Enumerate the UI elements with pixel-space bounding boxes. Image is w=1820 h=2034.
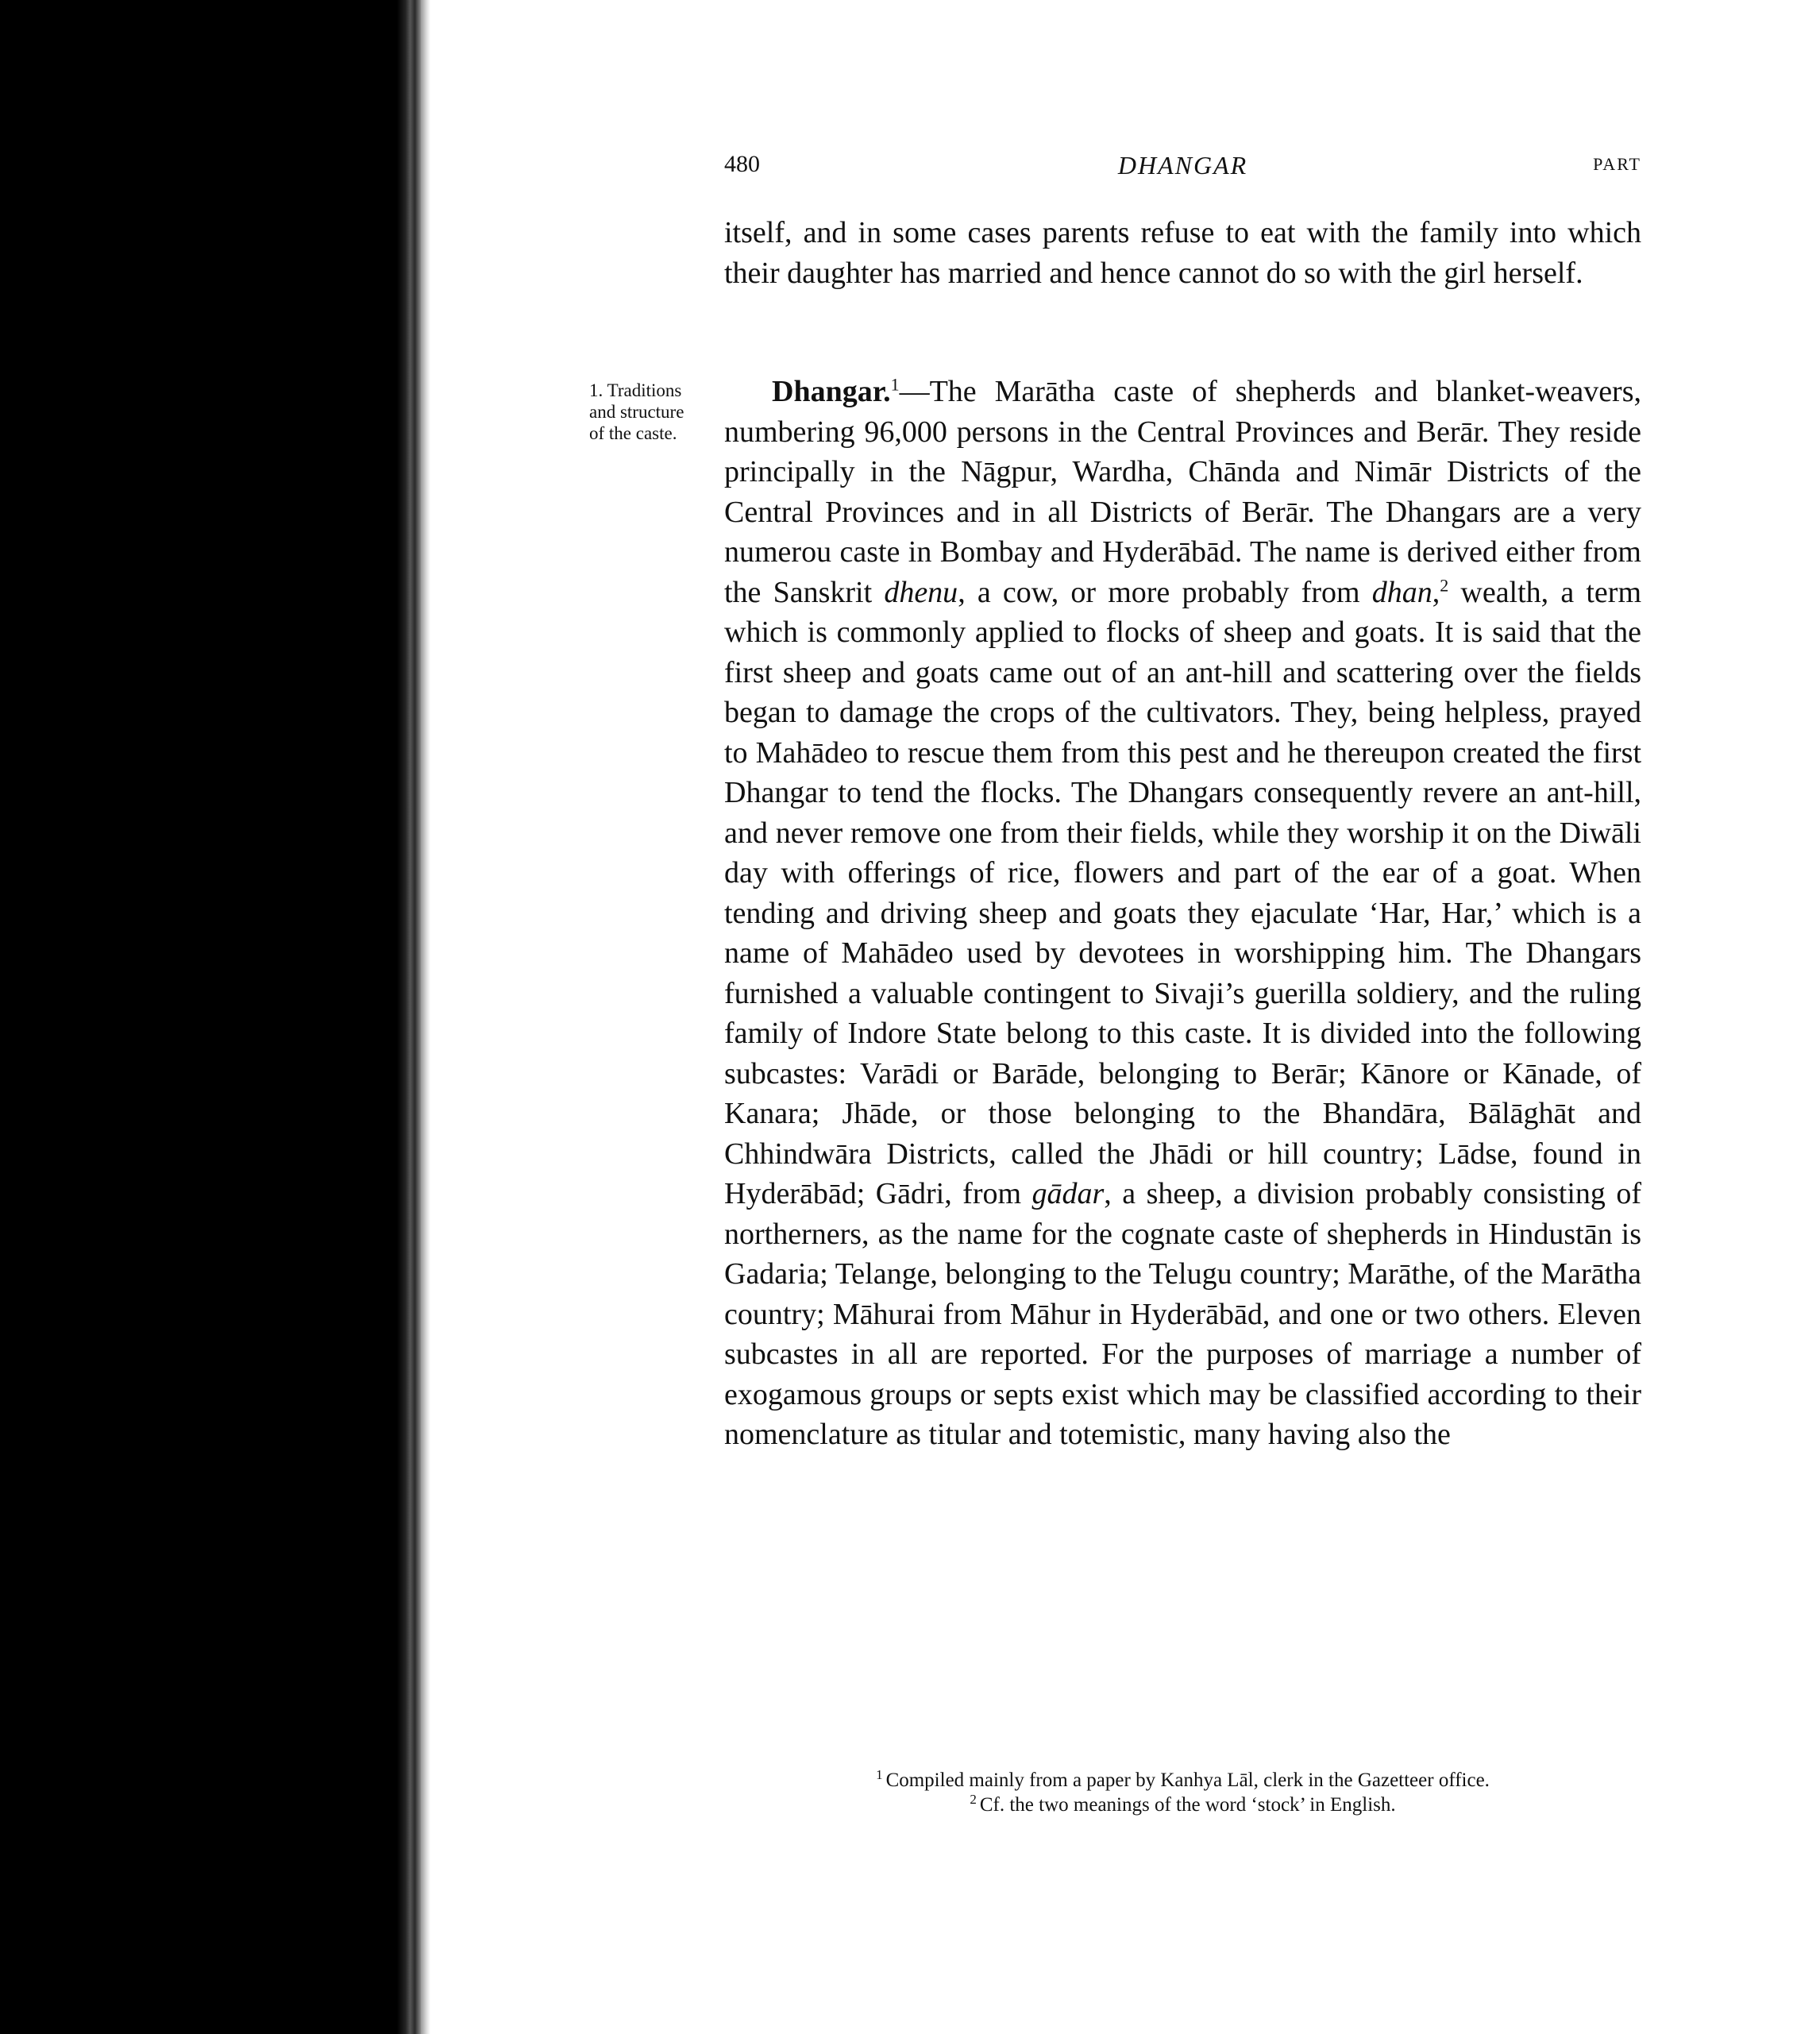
footnote-mark-1: 1 [876,1766,883,1782]
article-headword: Dhangar. [772,375,891,408]
footnotes [724,1768,1641,1817]
page-header [724,151,1641,183]
part-label: PART [1593,154,1641,174]
article-paragraph: Dhangar.$^1$—The Marātha caste of shepherds and blanket-weavers, numbering 96,000 persons in the Central Provinces and Berār. They reside principally in the Nāgpur, Wardha, Chānda and Nimār Districts of the Central Provinces and in all Districts of Berār. The Dhangars are a very numerou caste in Bombay and Hyderābād. The name is derived either from the Sanskrit dhenu, a cow, or more probably from dhan,$^2$ wealth, a term which is commonly applied to flocks of sheep and goats. It is said that the first sheep and goats came out of an ant-hill and scattering over the fields began to damage the crops of the cultivators. They, being helpless, prayed to Mahādeo to rescue them from this pest and he thereupon created the first Dhangar to tend the flocks. The Dhangars consequently revere an ant-hill, and never remove one from their fields, while they worship it on the Diwāli day with offerings of rice, flowers and part of the ear of a goat. When tending and driving sheep and goats they ejaculate ‘Har, Har,’ which is a name of Mahādeo used by devotees in worshipping him. The Dhangars furnished a valuable contingent to Sivaji’s guerilla soldiery, and the ruling family of Indore State belong to this caste. It is divided into the following subcastes: Varādi or Barāde, belonging to Berār; Kānore or Kānade, of Kanara; Jhāde, or those belonging to the Bhandāra, Bālāghāt and Chhindwāra Districts, called the Jhādi or hill country; Lādse, found in Hyderābād; Gādri, from gādar, a sheep, a division probably consisting of northerners, as the name for the cognate caste of shepherds in Hindustān is Gadaria; Telange, belonging to the Telugu country; Marāthe, of the Marātha country; Māhurai from Māhur in Hyderābād, and one or two others. Eleven subcastes in all are reported. For the purposes of marriage a number of exogamous groups or septs exist which may be classified according to their nomenclature as titular and totemistic, many having also the [724,374,1642,1451]
term-gadar: gādar [1031,1177,1105,1210]
scan-gutter-edge [397,0,421,2034]
continuation-paragraph: itself, and in some cases parents refuse to eat with the family into which their daughter has married and hence cannot do so with the girl herself. [724,216,1641,290]
footnote-mark-2: 2 [970,1791,977,1807]
article-text-4: , a sheep, a division probably consisting of northerners, as the name for the cognate caste of shepherds in Hindustān is Gadaria; Telange, belonging to the Telugu country; Marāthe, of the Marātha country; Māhurai from Māhur in Hyderābād, and one or two others. Eleven subcastes in all are reported. For the purposes of marriage a number of exogamous groups or septs exist which may be classified according to their nomenclature as titular and totemistic, many having also the [724,1177,1642,1451]
article-text-2: , a cow, or more probably from [958,575,1372,609]
scan-gutter-stripe [421,0,430,2034]
term-dhan: dhan [1371,575,1432,609]
scan-gutter [0,0,421,2034]
marginal-note: 1. Traditions and structure of the caste. [589,380,684,443]
page-number: 480 [724,151,760,177]
article-text-3: wealth, a term which is commonly applied to flocks of sheep and goats. It is said that the first sheep and goats came out of an ant-hill and scattering over the fields began to damage the crops of the cultivators. They, being helpless, prayed to Mahādeo to rescue them from this pest and he thereupon created the first Dhangar to tend the flocks. The Dhangars consequently revere an ant-hill, and never remove one from their fields, while they worship it on the Diwāli day with offerings of rice, flowers and part of the ear of a goat. When tending and driving sheep and goats they ejaculate ‘Har, Har,’ which is a name of Mahādeo used by devotees in worshipping him. The Dhangars furnished a valuable contingent to Sivaji’s guerilla soldiery, and the ruling family of Indore State belong to this caste. It is divided into the following subcastes: Varādi or Barāde, belonging to Berār; Kānore or Kānade, of Kanara; Jhāde, or those belonging to the Bhandāra, Bālāghāt and Chhindwāra Districts, called the Jhādi or hill country; Lādse, found in Hyderābād; Gādri, from [724,575,1641,1210]
footnote-text-1: Compiled mainly from a paper by Kanhya Lāl, clerk in the Gazetteer office. [885,1770,1490,1791]
running-head: DHANGAR [1117,151,1248,179]
footnote-1 [724,1768,1641,1793]
article-text-1: —The Marātha caste of shepherds and blanket-weavers, numbering 96,000 persons in the Central Provinces and Berār. They reside principally in the Nāgpur, Wardha, Chānda and Nimār Districts of the Central Provinces and in all Districts of Berār. The Dhangars are a very numerou caste in Bombay and Hyderābād. The name is derived either from the Sanskrit [724,375,1641,609]
footnote-text-2: Cf. the two meanings of the word ‘stock’ in English. [979,1794,1396,1816]
footnote-ref-1[interactable]: 1 [890,374,900,395]
term-dhenu: dhenu [884,575,958,609]
footnote-2 [724,1793,1641,1817]
footnote-ref-2[interactable]: 2 [1440,574,1449,595]
